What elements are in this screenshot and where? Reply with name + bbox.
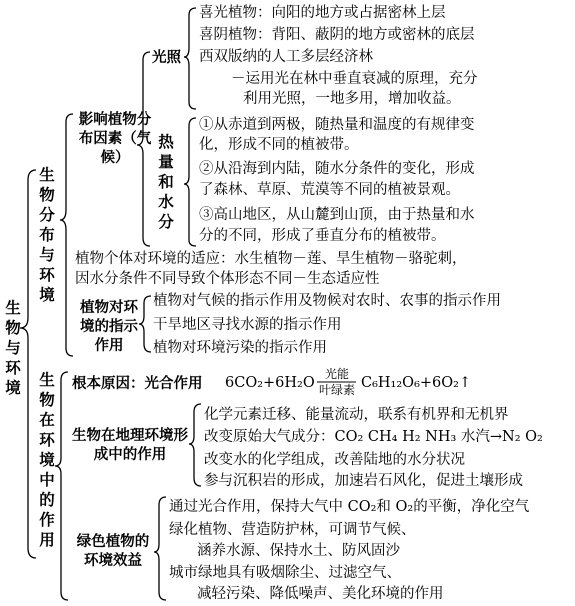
branch1-title: 生物分布与环境 — [39, 165, 55, 304]
green-line-1: 通过光合作用，保持大气中 CO₂和 O₂的平衡，净化空气 — [169, 499, 530, 515]
light-line-3: 西双版纳的人工多层经济林 — [199, 49, 373, 65]
green-line-5: 减轻污染、降低噪声、美化环境的作用 — [197, 586, 444, 602]
hw-line-6: 分的不同，形成了垂直分布的植被带。 — [199, 228, 446, 244]
adaptation-line-1: 植物个体对环境的适应：水生植物－莲、旱生植物－骆驼刺， — [75, 251, 467, 267]
light-line-2: 喜阴植物：背阳、蔽阴的地方或密林的底层 — [199, 27, 475, 43]
indicator-title: 植物对环境的指示作用 — [80, 299, 138, 354]
green-line-3: 涵养水源、保持水土、防风固沙 — [197, 543, 400, 559]
equation-cond-top: 光能 — [324, 367, 349, 381]
geo-line-2: 改变原始大气成分：CO₂ CH₄ H₂ NH₃ 水汽→N₂ O₂ — [204, 429, 543, 445]
light-line-4: －运用光在林中垂直衰减的原理，充分 — [231, 71, 478, 87]
equation-rhs: C₆H₁₂O₆+6O₂↑ — [361, 375, 472, 391]
indicator-line-2: 干旱地区寻找水源的指示作用 — [153, 317, 342, 333]
hw-line-2: 化，形成不同的植被带。 — [199, 137, 359, 153]
indicator-line-1: 植物对气候的指示作用及物候对农时、农事的指示作用 — [153, 293, 501, 309]
equation-cond-bottom: 叶绿素 — [318, 383, 355, 397]
equation-lhs: 6CO₂+6H₂O — [225, 375, 315, 391]
green-line-2: 绿化植物、营造防护林，可调节气候、 — [169, 522, 416, 538]
geo-line-1: 化学元素迁移、能量流动，联系有机界和无机界 — [204, 407, 509, 423]
root-cause-label: 根本原因：光合作用 — [72, 375, 203, 392]
influence-title: 影响植物分布因素（气候） — [78, 111, 152, 166]
indicator-line-3: 植物对环境污染的指示作用 — [153, 340, 327, 356]
light-line-5: 利用光照，一地多用，增加收益。 — [243, 91, 461, 107]
geo-title: 生物在地理环境形成中的作用 — [72, 427, 188, 463]
light-line-1: 喜光植物：向阳的地方或占据密林上层 — [199, 5, 446, 21]
light-label: 光照 — [152, 49, 181, 66]
root-title: 生物与环境 — [5, 298, 21, 397]
branch2-title: 生物在环境中的作用 — [39, 370, 55, 549]
green-title: 绿色植物的环境效益 — [76, 533, 150, 569]
hw-line-4: 了森林、草原、荒漠等不同的植被景观。 — [199, 182, 460, 198]
heat-water-label: 热量和水分 — [158, 132, 174, 231]
hw-line-1: ①从赤道到两极，随热量和温度的有规律变 — [199, 117, 475, 133]
geo-line-4: 参与沉积岩的形成，加速岩石风化，促进土壤形成 — [204, 473, 523, 489]
hw-line-5: ③高山地区，从山麓到山顶，由于热量和水 — [199, 207, 475, 223]
hw-line-3: ②从沿海到内陆，随水分条件的变化，形成 — [199, 161, 475, 177]
geo-line-3: 改变水的化学组成，改善陆地的水分状况 — [204, 452, 465, 468]
adaptation-line-2: 因水分条件不同导致个体形态不同－生态适应性 — [75, 271, 380, 287]
green-line-4: 城市绿地具有吸烟除尘、过滤空气、 — [169, 565, 401, 581]
